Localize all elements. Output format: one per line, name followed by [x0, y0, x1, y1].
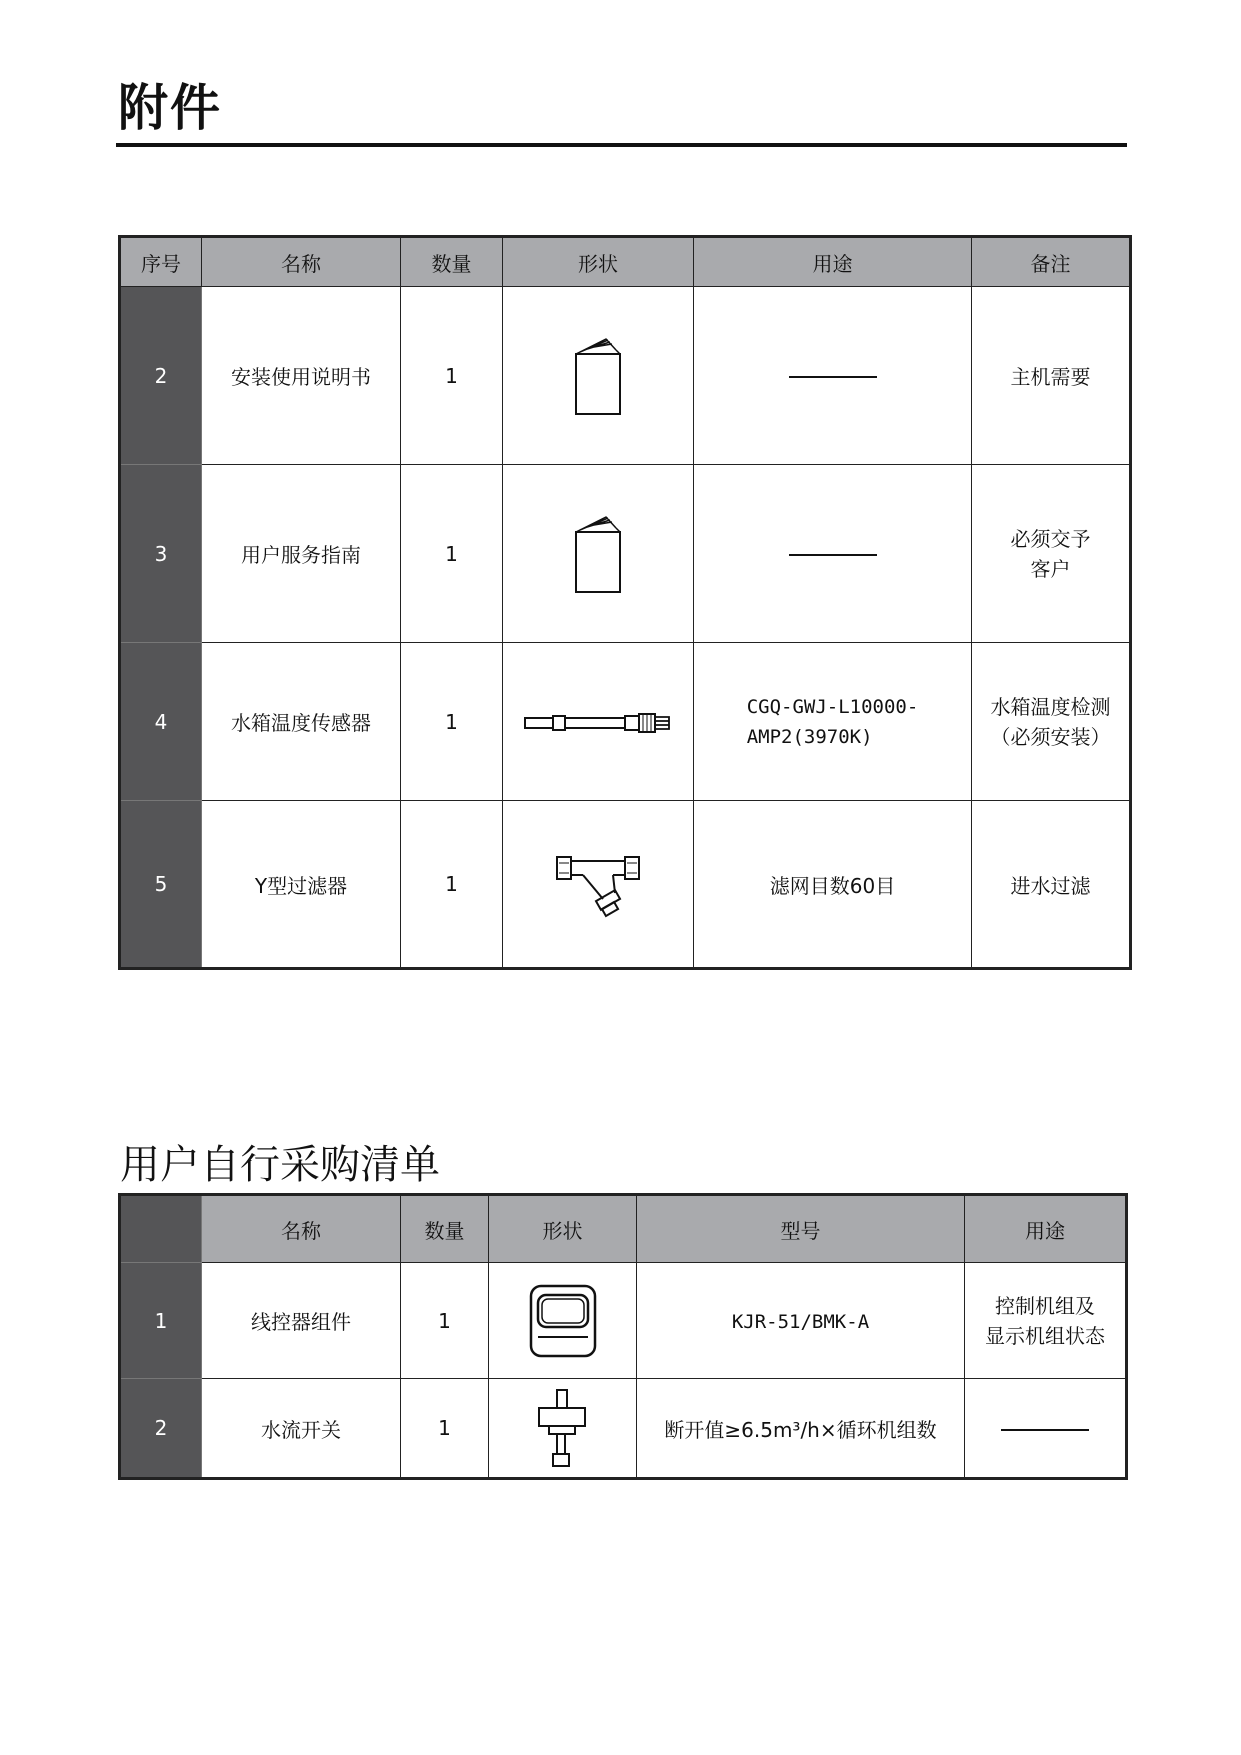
row-number: 2 [120, 287, 202, 465]
booklet-icon [568, 514, 628, 594]
item-usage [965, 1263, 1127, 1379]
table-row [120, 287, 1131, 465]
item-model [637, 1263, 965, 1379]
header-no [120, 1195, 202, 1263]
item-name: 水流开关 [202, 1379, 401, 1479]
header-name: 名称 [202, 1195, 401, 1263]
item-shape [503, 287, 694, 465]
table-row [120, 1379, 1127, 1479]
item-shape [503, 643, 694, 801]
item-shape [503, 801, 694, 969]
item-shape [503, 465, 694, 643]
item-name: 用户服务指南 [202, 465, 401, 643]
table-row [120, 801, 1131, 969]
title-divider [116, 143, 1127, 147]
temperature-sensor-icon [523, 707, 673, 737]
item-usage-text [747, 692, 919, 752]
usage-line-2: 显示机组状态 [985, 1323, 1105, 1348]
page-title: 附件 [118, 79, 222, 137]
item-name: 安装使用说明书 [202, 287, 401, 465]
header-note: 备注 [972, 237, 1131, 287]
item-name: Y型过滤器 [202, 801, 401, 969]
item-model: 断开值≥6.5m³/h×循环机组数 [637, 1379, 965, 1479]
item-shape [489, 1263, 637, 1379]
header-shape: 形状 [489, 1195, 637, 1263]
header-qty: 数量 [401, 1195, 489, 1263]
item-qty: 1 [401, 287, 503, 465]
item-shape [489, 1379, 637, 1479]
header-no: 序号 [120, 237, 202, 287]
empty-dash [789, 554, 877, 556]
row-number: 2 [120, 1379, 202, 1479]
usage-line-2: AMP2(3970K) [746, 725, 873, 748]
table-header-row [120, 1195, 1127, 1263]
purchase-list-title: 用户自行采购清单 [120, 1142, 440, 1188]
item-qty: 1 [401, 801, 503, 969]
item-usage [965, 1379, 1127, 1479]
header-shape: 形状 [503, 237, 694, 287]
row-number: 4 [120, 643, 202, 801]
header-name: 名称 [202, 237, 401, 287]
item-note: 进水过滤 [972, 801, 1131, 969]
item-qty: 1 [401, 643, 503, 801]
item-name: 水箱温度传感器 [202, 643, 401, 801]
booklet-icon [568, 336, 628, 416]
row-number: 3 [120, 465, 202, 643]
note-line-1: 水箱温度检测 [990, 694, 1111, 719]
usage-line-1: CGQ-GWJ-L10000- [746, 695, 919, 718]
accessories-table [118, 235, 1132, 970]
usage-line-1: 控制机组及 [995, 1293, 1095, 1318]
row-number: 1 [120, 1263, 202, 1379]
table-row [120, 465, 1131, 643]
item-usage: 滤网目数60目 [694, 801, 972, 969]
table-row [120, 1263, 1127, 1379]
item-qty: 1 [401, 1263, 489, 1379]
item-qty: 1 [401, 1379, 489, 1479]
item-note: 主机需要 [972, 287, 1131, 465]
item-name: 线控器组件 [202, 1263, 401, 1379]
row-number: 5 [120, 801, 202, 969]
water-flow-switch-icon [533, 1388, 593, 1468]
wired-controller-icon [528, 1283, 598, 1359]
y-strainer-icon [553, 849, 643, 919]
header-usage: 用途 [965, 1195, 1127, 1263]
table-header-row [120, 237, 1131, 287]
empty-dash [789, 376, 877, 378]
item-note [972, 465, 1131, 643]
empty-dash [1001, 1429, 1089, 1431]
header-qty: 数量 [401, 237, 503, 287]
item-usage [694, 287, 972, 465]
item-note-text: 必须交予客户 [1010, 526, 1091, 581]
item-usage [694, 465, 972, 643]
note-line-2: （必须安装） [990, 724, 1111, 749]
item-note [972, 643, 1131, 801]
item-usage [694, 643, 972, 801]
model-text: KJR-51/BMK-A [731, 1310, 870, 1333]
purchase-table [118, 1193, 1128, 1480]
header-model: 型号 [637, 1195, 965, 1263]
table-row [120, 643, 1131, 801]
header-usage: 用途 [694, 237, 972, 287]
item-qty: 1 [401, 465, 503, 643]
